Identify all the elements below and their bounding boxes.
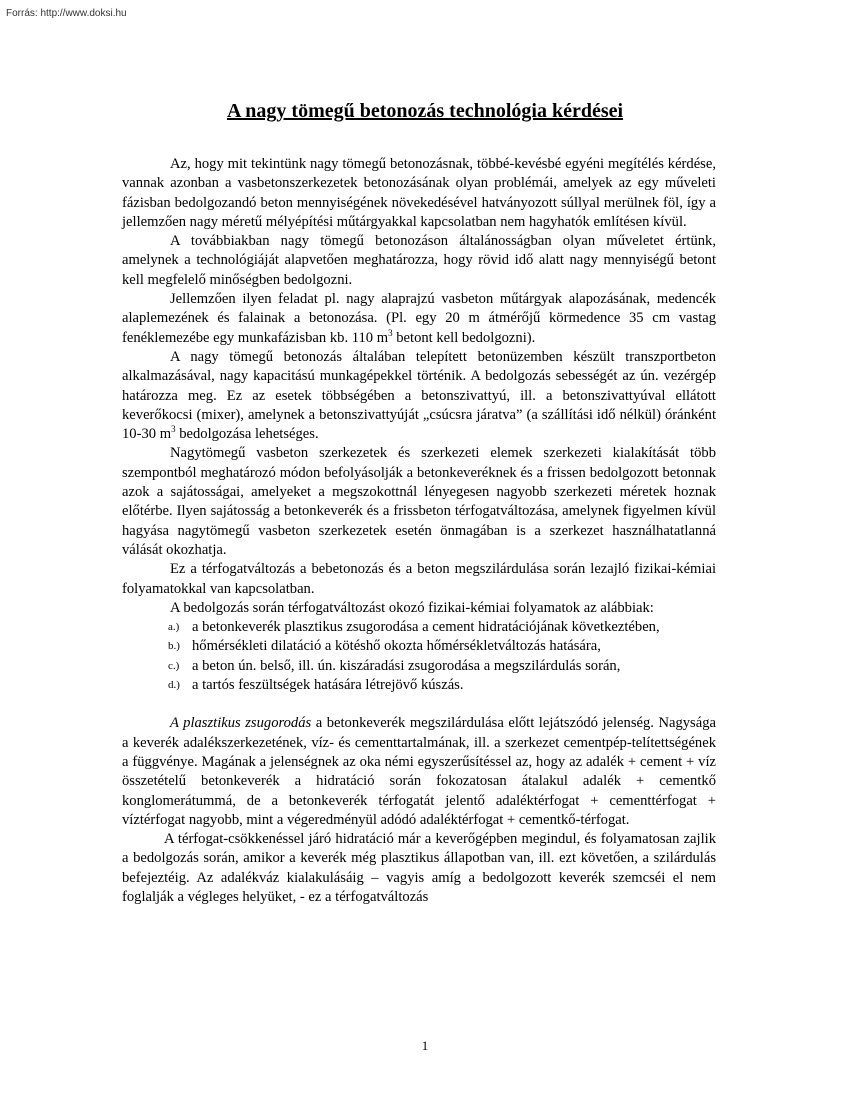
paragraph-3-text: Jellemzően ilyen feladat pl. nagy alaprajzú vasbeton műtárgyak alapozásának, medencék alaplemezének és falainak a betonozása. (Pl. egy 20 m átmérőjű körmedence 35 cm vastag fenéklemezébe egy munkafázisban kb. 110 m (122, 291, 716, 346)
paragraph-8-text: a betonkeverék megszilárdulása előtt lejátszódó jelenség. Nagysága a keverék adalékszerkezetének, víz- és cementtartalmának, ill. a szerkezet cementpép-telítettségének a függvénye. Magának a jelenségnek az oka némi egyszerűsítéssel az, hogy az adalék + cement + víz összetételű betonkeverék a hidratáció során fokozatosan átalakul adalék + cementkő konglomerátummá, de a betonkeverék térfogatát jelentő adaléktérfogat + cementtérfogat + víztérfogat nagyobb, mint a végeredményül adódó adaléktérfogat + cementkő-térfogat. (122, 715, 716, 828)
paragraph-8 (122, 714, 716, 830)
list-marker: a.) (168, 621, 180, 634)
paragraph-4 (122, 348, 716, 444)
page-number: 1 (421, 1038, 429, 1053)
list-marker: b.) (168, 640, 180, 653)
superscript-3: 3 (388, 327, 393, 338)
paragraph-3-end: betont kell bedolgozni). (392, 329, 536, 346)
paragraph-2: A továbbiakban nagy tömegű betonozáson általánosságban olyan műveletet értünk, amelynek a technológiáját alapvetően meghatározza, hogy rövid idő alatt nagy mennyiségű betont kell megfelelő minőségben bedolgozni. (122, 233, 716, 288)
paragraph-4-text: A nagy tömegű betonozás általában telepített betonüzemben készült transzportbeton alkalmazásával, nagy kapacitású munkagépekkel történik. A bedolgozás sebességét az ún. vezérgép határozza meg. Ez az esetek többségében a betonszivattyú, ill. a betonszivattyúval ellátott keverőkocsi (mixer), amelynek a betonszivattyúját „csúcsra járatva” (a szállítási idő nélkül) óránként 10-30 m (122, 348, 716, 443)
emphasis-term: A plasztikus zsugorodás (170, 715, 312, 732)
paragraph-9: A térfogat-csökkenéssel járó hidratáció már a keverőgépben megindul, és folyamatosan zajlik a bedolgozás során, amikor a keverék még plasztikus állapotban van, ill. ezt követően, a szilárdulás befejeztéig. Az adalékváz kialakulásáig – vagyis amíg a bedolgozott keverék szemcséi el nem foglalják a végleges helyüket, - ez a térfogatváltozás (122, 831, 716, 905)
list-item (168, 618, 716, 637)
paragraph-1: Az, hogy mit tekintünk nagy tömegű betonozásnak, többé-kevésbé egyéni megítélés kérdése, vannak azonban a vasbetonszerkezetek betonozásának olyan problémái, amelyek az egy műveleti fázisban bedolgozandó beton mennyiségének növekedésével hatványozott súllyal merülnek föl, így a jellemzően nagy méretű mélyépítési műtárgyakkal kapcsolatban nem hagyhatók említésen kívül. (122, 156, 716, 230)
document-body (122, 155, 716, 907)
list-item-text: a betonkeverék plasztikus zsugorodása a cement hidratációjának következtében, (192, 619, 660, 636)
superscript-3: 3 (171, 424, 176, 435)
list-item-text: a tartós feszültségek hatására létrejövő kúszás. (192, 677, 464, 694)
list-item-text: a beton ún. belső, ill. ún. kiszáradási zsugorodása a megszilárdulás során, (192, 657, 621, 674)
paragraph-6: Ez a térfogatváltozás a bebetonozás és a beton megszilárdulása során lezajló fizikai-kémiai folyamatokkal van kapcsolatban. (122, 561, 716, 597)
list-marker: d.) (168, 679, 180, 692)
source-label: Forrás: http://www.doksi.hu (6, 8, 127, 19)
page-title: A nagy tömegű betonozás technológia kérdései (226, 100, 624, 122)
paragraph-7: A bedolgozás során térfogatváltozást okozó fizikai-kémiai folyamatok az alábbiak: (170, 599, 654, 616)
list-item (168, 676, 716, 695)
paragraph-5: Nagytömegű vasbeton szerkezetek és szerkezeti elemek szerkezeti kialakítását több szempontból meghatározó módon befolyásolják a betonkeveréknek és a frissen bedolgozott betonnak azok a sajátosságai, amelyeket a megszokottnál lényegesen nagyobb szerkezeti méretek hoznak előtérbe. Ilyen sajátosság a betonkeverék és a frissbeton térfogatváltozása, amelynek figyelmen kívül hagyása nagytömegű vasbeton szerkezetek esetén önmagában is a szerkezet használhatatlanná válását okozhatja. (122, 445, 716, 558)
paragraph-3 (122, 290, 716, 348)
paragraph-4-end: bedolgozása lehetséges. (175, 426, 319, 443)
list-item-text: hőmérsékleti dilatáció a kötéshő okozta hőmérsékletváltozás hatására, (192, 638, 601, 655)
list-item (168, 657, 716, 676)
process-list (122, 618, 716, 695)
list-marker: c.) (168, 659, 180, 672)
list-item (168, 637, 716, 656)
